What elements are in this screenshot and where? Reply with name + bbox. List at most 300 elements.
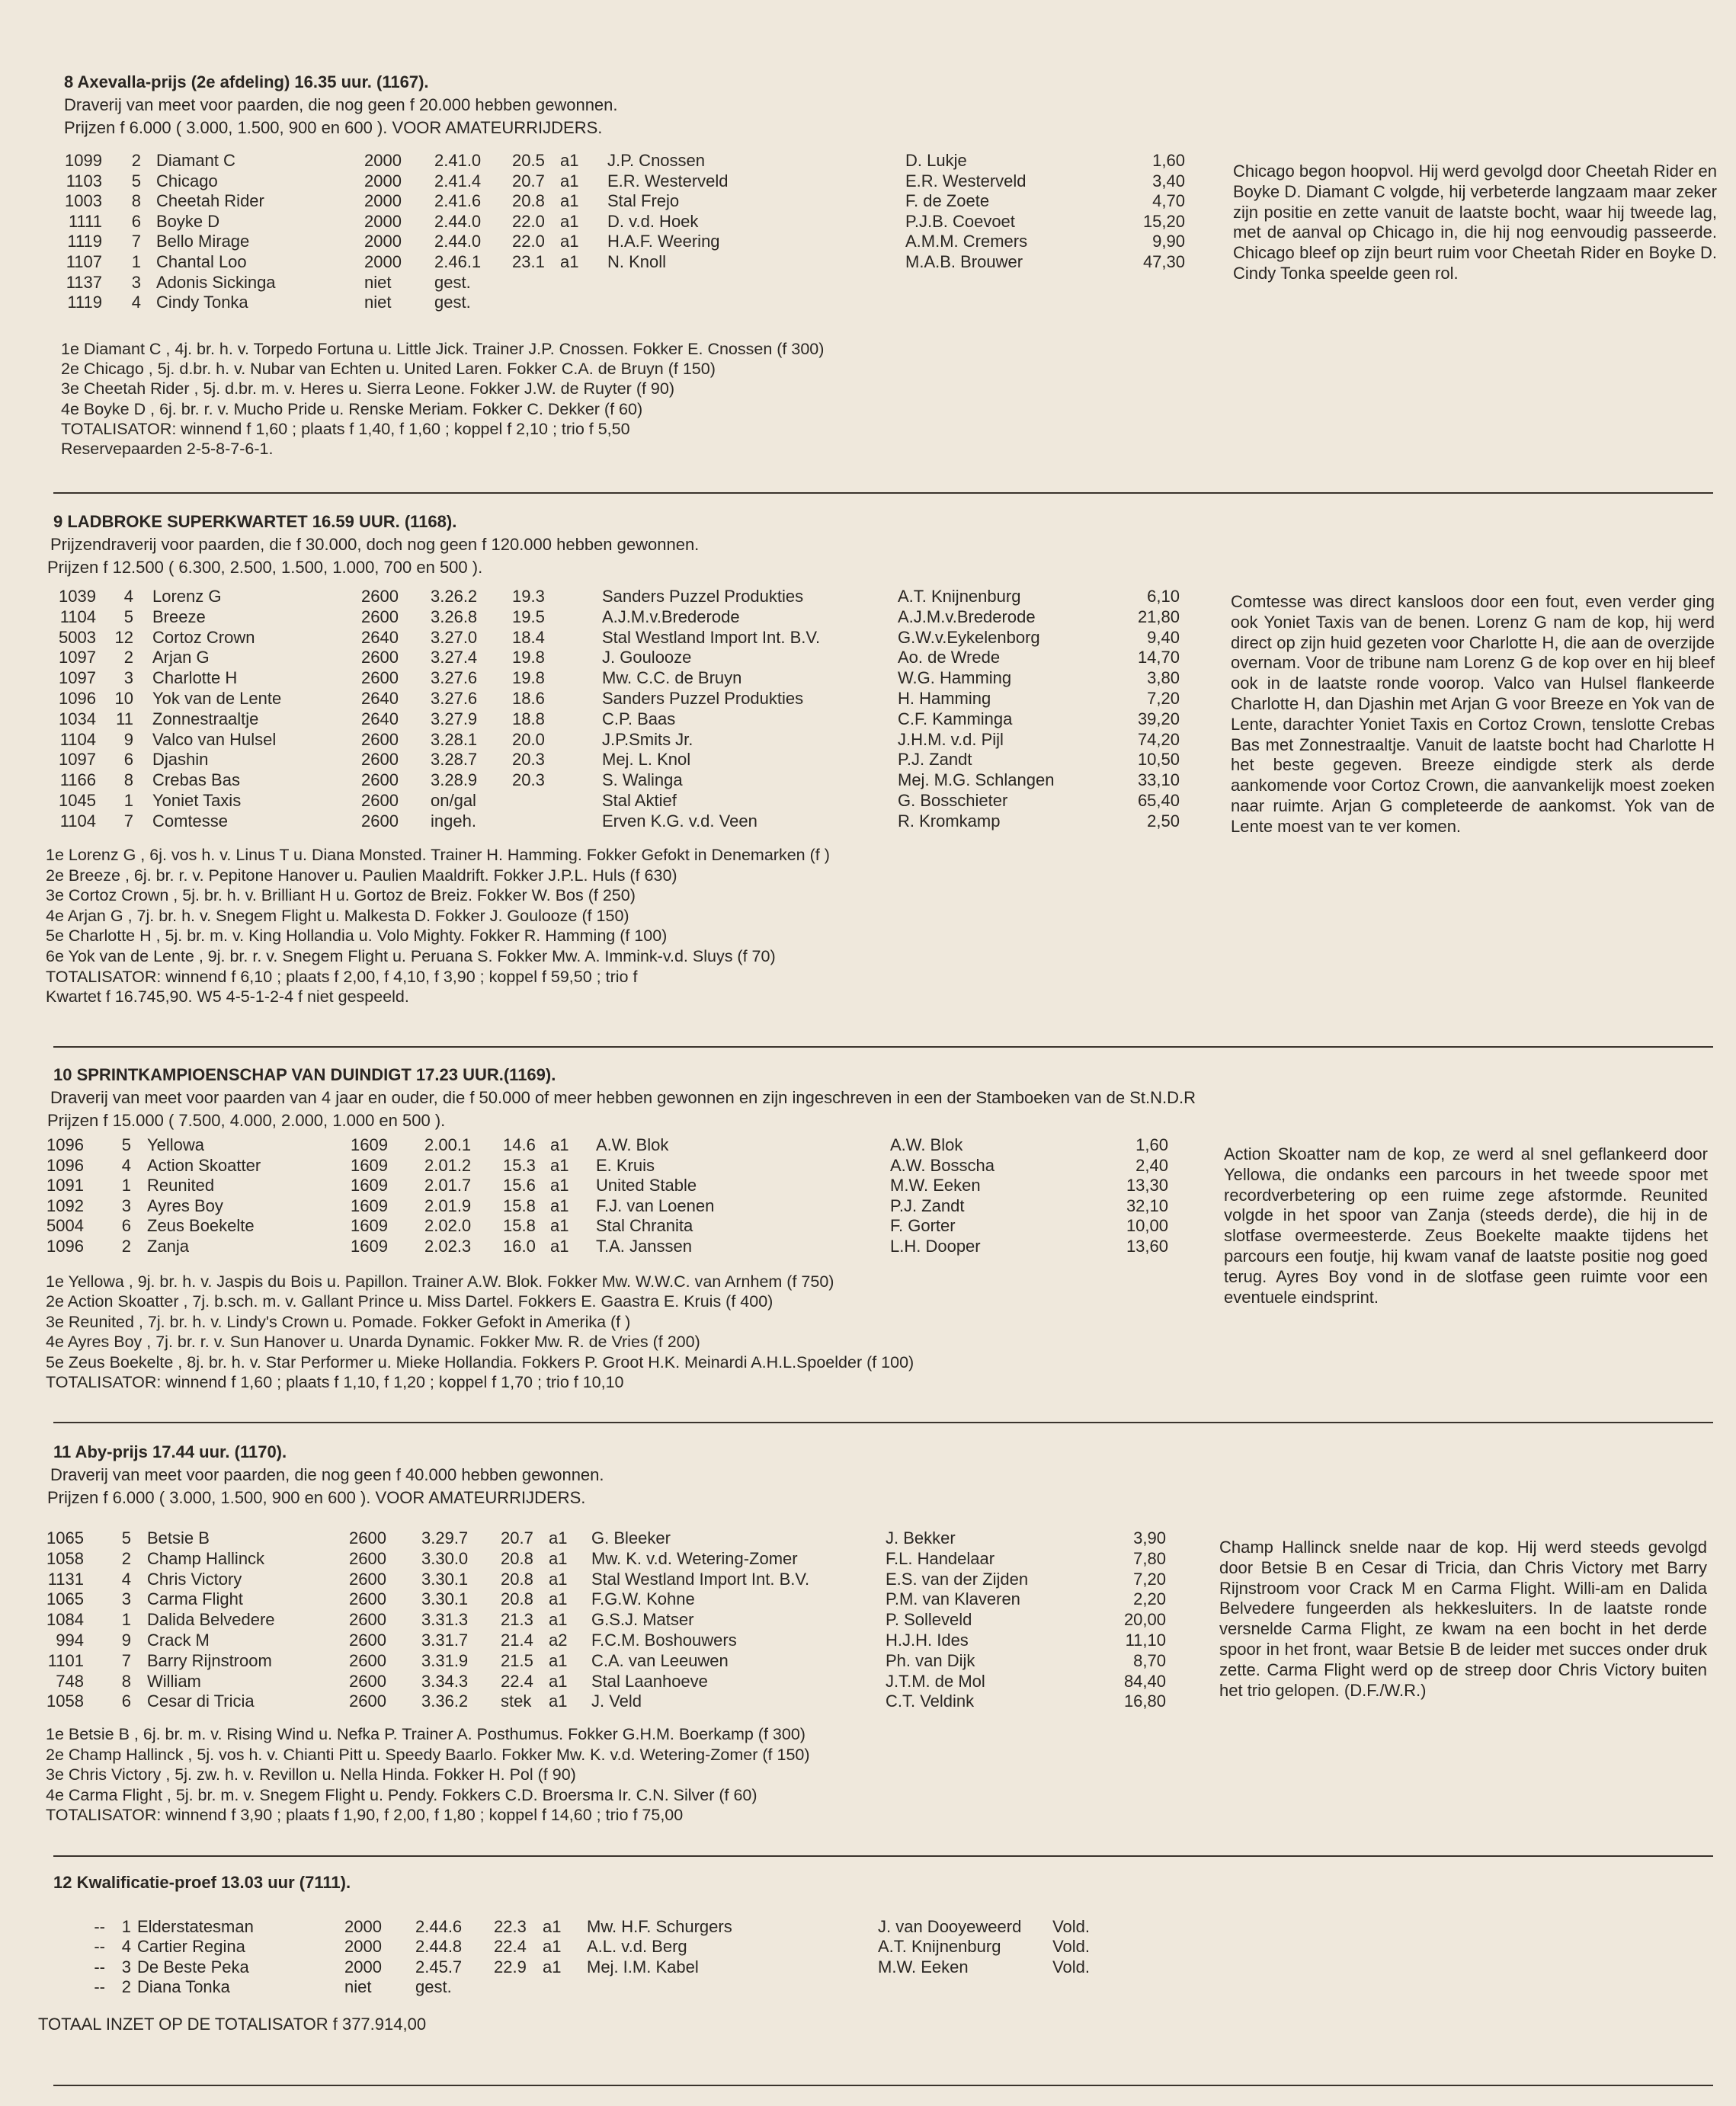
odds: 8,70 <box>1133 1650 1166 1670</box>
distance: 2600 <box>361 791 399 810</box>
entry-number: 1039 <box>59 587 96 606</box>
entry-number: 1045 <box>59 791 96 810</box>
placing-detail: Reservepaarden 2-5-8-7-6-1. <box>61 440 274 458</box>
odds: 3,80 <box>1147 668 1180 688</box>
race-time: gest. <box>434 293 471 312</box>
distance: 2000 <box>364 151 402 170</box>
horse-name: Lorenz G <box>152 587 222 606</box>
owner: Stal Aktief <box>602 791 677 810</box>
driver: C.T. Veldink <box>886 1692 975 1711</box>
owner: Stal Westland Import Int. B.V. <box>602 627 821 647</box>
entry-number: 1107 <box>66 252 102 271</box>
start-number: 10 <box>114 689 133 708</box>
odds: 7,20 <box>1147 689 1180 708</box>
odds: 47,30 <box>1142 252 1185 271</box>
race-time: 3.26.8 <box>431 607 478 626</box>
km-time: 19.5 <box>512 607 545 626</box>
placing-detail: 2e Champ Hallinck , 5j. vos h. v. Chianti Pitt u. Speedy Baarlo. Fokker Mw. K. v.d. Wetering-Zomer (f 150) <box>46 1745 810 1764</box>
entry-number: 1099 <box>65 151 102 170</box>
placing-detail: 1e Betsie B , 6j. br. m. v. Rising Wind u. Nefka P. Trainer A. Posthumus. Fokker G.H.M. Boerkamp (f 300) <box>46 1725 806 1743</box>
distance: 2600 <box>349 1569 386 1589</box>
result-row <box>0 293 1736 313</box>
owner: Erven K.G. v.d. Veen <box>602 811 757 831</box>
distance: 2000 <box>364 232 402 251</box>
distance: 2600 <box>349 1589 386 1609</box>
distance: niet <box>364 272 392 292</box>
owner: G. Bleeker <box>591 1528 671 1547</box>
placing-detail: 3e Chris Victory , 5j. zw. h. v. Revillon u. Nella Hinda. Fokker H. Pol (f 90) <box>46 1765 576 1784</box>
horse-name: Bello Mirage <box>156 232 250 251</box>
race-time: on/gal <box>431 791 476 810</box>
race-time: 2.45.7 <box>415 1957 463 1976</box>
start-number: 3 <box>131 272 141 292</box>
category: a1 <box>543 1957 562 1976</box>
driver: P. Solleveld <box>886 1610 972 1630</box>
start-number: 2 <box>123 648 133 667</box>
entry-number: 1058 <box>46 1692 84 1711</box>
distance: 2000 <box>364 211 402 231</box>
start-number: 1 <box>121 1176 131 1195</box>
km-time: stek <box>501 1692 532 1711</box>
start-number: 6 <box>121 1216 131 1236</box>
start-number: 7 <box>131 232 141 251</box>
race-time: gest. <box>415 1977 452 1997</box>
placing-detail: 4e Carma Flight , 5j. br. m. v. Snegem Flight u. Pendy. Fokkers C.D. Broersma Ir. C.N. Silver (f 60) <box>46 1785 757 1804</box>
entry-number: -- <box>94 1957 105 1976</box>
odds: 1,60 <box>1135 1135 1168 1154</box>
driver: L.H. Dooper <box>890 1237 981 1256</box>
result-row <box>0 1957 1736 1978</box>
km-time: 20.0 <box>512 729 545 749</box>
driver: E.R. Westerveld <box>905 171 1027 190</box>
distance: 2600 <box>349 1631 386 1650</box>
km-time: 20.3 <box>512 770 545 790</box>
horse-name: Chantal Loo <box>156 252 247 271</box>
entry-number: 1103 <box>66 171 102 190</box>
driver: Ao. de Wrede <box>898 648 1001 667</box>
start-number: 11 <box>116 709 133 728</box>
placing-detail: 3e Reunited , 7j. br. h. v. Lindy's Crown u. Pomade. Fokker Gefokt in Amerika (f ) <box>46 1312 631 1331</box>
placing-detail: 4e Boyke D , 6j. br. r. v. Mucho Pride u. Renske Meriam. Fokker C. Dekker (f 60) <box>61 399 643 418</box>
race-title: 9 LADBROKE SUPERKWARTET 16.59 UUR. (1168). <box>53 512 457 531</box>
driver: Mej. M.G. Schlangen <box>898 770 1055 790</box>
category: a1 <box>549 1610 568 1630</box>
race-time: 2.46.1 <box>434 252 482 271</box>
horse-name: Chris Victory <box>147 1569 242 1589</box>
distance: 2600 <box>349 1650 386 1670</box>
distance: 2600 <box>349 1548 386 1568</box>
distance: 2600 <box>361 668 399 688</box>
placing-detail: 3e Cortoz Crown , 5j. br. h. v. Brilliant H u. Gortoz de Breiz. Fokker W. Bos (f 250) <box>46 886 636 905</box>
race-time: gest. <box>434 272 471 292</box>
odds: 14,70 <box>1137 648 1180 667</box>
odds: 2,50 <box>1147 811 1180 831</box>
race-prizes: Prijzen f 6.000 ( 3.000, 1.500, 900 en 600 ). VOOR AMATEURRIJDERS. <box>47 1488 586 1507</box>
owner: United Stable <box>596 1176 697 1195</box>
race-time: ingeh. <box>431 811 476 831</box>
horse-name: Betsie B <box>147 1528 210 1547</box>
odds: 7,80 <box>1133 1548 1166 1568</box>
entry-number: 1034 <box>59 709 96 728</box>
category: a1 <box>560 191 579 211</box>
owner: Mw. K. v.d. Wetering-Zomer <box>591 1548 798 1568</box>
odds: Vold. <box>1052 1957 1090 1976</box>
horse-name: Zeus Boekelte <box>147 1216 255 1236</box>
odds: 9,40 <box>1147 627 1180 647</box>
odds: 15,20 <box>1142 211 1185 231</box>
entry-number: 1104 <box>59 607 96 626</box>
odds: Vold. <box>1052 1937 1090 1957</box>
owner: H.A.F. Weering <box>607 232 720 251</box>
entry-number: 1096 <box>46 1237 84 1256</box>
driver: G.W.v.Eykelenborg <box>898 627 1040 647</box>
horse-name: Arjan G <box>152 648 210 667</box>
horse-name: Zanja <box>147 1237 190 1256</box>
km-time: 20.3 <box>512 750 545 770</box>
horse-name: Elderstatesman <box>137 1917 254 1936</box>
horse-name: Cindy Tonka <box>156 293 248 312</box>
entry-number: 1104 <box>59 729 96 749</box>
odds: 1,60 <box>1152 151 1185 170</box>
owner: Stal Chranita <box>596 1216 693 1236</box>
km-time: 22.0 <box>512 232 545 251</box>
horse-name: Cortoz Crown <box>152 627 255 647</box>
race-time: 3.27.4 <box>431 648 478 667</box>
placing-detail: TOTALISATOR: winnend f 6,10 ; plaats f 2,00, f 4,10, f 3,90 ; koppel f 59,50 ; trio f <box>46 967 638 986</box>
entry-number: -- <box>94 1977 105 1997</box>
start-number: 5 <box>121 1528 131 1547</box>
driver: C.F. Kamminga <box>898 709 1013 728</box>
start-number: 4 <box>121 1155 131 1175</box>
total-stakes: TOTAAL INZET OP DE TOTALISATOR f 377.914,00 <box>38 2015 427 2034</box>
race-prizes: Prijzen f 6.000 ( 3.000, 1.500, 900 en 600 ). VOOR AMATEURRIJDERS. <box>64 118 603 137</box>
category: a1 <box>550 1176 569 1195</box>
odds: 65,40 <box>1137 791 1180 810</box>
placing-detail: 1e Yellowa , 9j. br. h. v. Jaspis du Bois u. Papillon. Trainer A.W. Blok. Fokker Mw. W.W.C. van Arnhem (f 750) <box>46 1272 834 1291</box>
start-number: 2 <box>121 1237 131 1256</box>
race-time: 3.36.2 <box>421 1692 469 1711</box>
distance: 2600 <box>349 1610 386 1630</box>
race-time: 2.44.8 <box>415 1937 463 1957</box>
entry-number: 1058 <box>46 1548 84 1568</box>
km-time: 21.5 <box>501 1650 533 1670</box>
category: a2 <box>549 1631 568 1650</box>
race-time: 3.28.7 <box>431 750 478 770</box>
race-time: 3.31.9 <box>421 1650 469 1670</box>
section-divider <box>53 2085 1713 2086</box>
driver: J.H.M. v.d. Pijl <box>898 729 1004 749</box>
placing-detail: 4e Ayres Boy , 7j. br. r. v. Sun Hanover u. Unarda Dynamic. Fokker Mw. R. de Vries (f 200) <box>46 1333 700 1352</box>
km-time: 19.3 <box>512 587 545 606</box>
driver: A.T. Knijnenburg <box>898 587 1021 606</box>
owner: F.G.W. Kohne <box>591 1589 695 1609</box>
horse-name: Action Skoatter <box>147 1155 261 1175</box>
category: a1 <box>550 1195 569 1215</box>
distance: 2600 <box>349 1528 386 1547</box>
entry-number: 1119 <box>67 293 102 312</box>
driver: P.M. van Klaveren <box>886 1589 1020 1609</box>
distance: 2600 <box>361 607 399 626</box>
race-time: 2.44.6 <box>415 1917 463 1936</box>
category: a1 <box>549 1528 568 1547</box>
driver: F. de Zoete <box>905 191 990 211</box>
start-number: 7 <box>123 811 133 831</box>
distance: 1609 <box>351 1155 388 1175</box>
horse-name: Yoniet Taxis <box>152 791 242 810</box>
km-time: 15.3 <box>503 1155 536 1175</box>
placing-detail: 2e Breeze , 6j. br. r. v. Pepitone Hanover u. Paulien Maaldrift. Fokker J.P.L. Huls (f 630) <box>46 866 677 885</box>
owner: Mej. L. Knol <box>602 750 691 770</box>
race-time: 2.01.2 <box>424 1155 472 1175</box>
distance: 2600 <box>361 648 399 667</box>
horse-name: Yellowa <box>147 1135 205 1154</box>
distance: 1609 <box>351 1195 388 1215</box>
entry-number: 1131 <box>47 1569 84 1589</box>
km-time: 20.8 <box>501 1569 533 1589</box>
start-number: 1 <box>121 1917 131 1936</box>
start-number: 9 <box>121 1631 131 1650</box>
race-time: 2.01.7 <box>424 1176 472 1195</box>
race-title: 10 SPRINTKAMPIOENSCHAP VAN DUINDIGT 17.23 UUR.(1169). <box>53 1065 556 1084</box>
category: a1 <box>560 211 579 231</box>
owner: F.C.M. Boshouwers <box>591 1631 737 1650</box>
race-time: 3.29.7 <box>421 1528 469 1547</box>
category: a1 <box>549 1671 568 1691</box>
entry-number: 1096 <box>59 689 96 708</box>
race-time: 2.41.0 <box>434 151 482 170</box>
odds: 74,20 <box>1137 729 1180 749</box>
driver: A.T. Knijnenburg <box>878 1937 1001 1957</box>
start-number: 2 <box>121 1548 131 1568</box>
odds: 13,60 <box>1126 1237 1168 1256</box>
odds: 3,40 <box>1152 171 1185 190</box>
category: a1 <box>549 1692 568 1711</box>
entry-number: 5003 <box>59 627 96 647</box>
category: a1 <box>560 232 579 251</box>
owner: J. Goulooze <box>602 648 692 667</box>
horse-name: Valco van Hulsel <box>152 729 277 749</box>
owner: Stal Westland Import Int. B.V. <box>591 1569 810 1589</box>
race-time: 3.30.1 <box>421 1589 469 1609</box>
owner: Sanders Puzzel Produkties <box>602 689 804 708</box>
start-number: 8 <box>123 770 133 790</box>
km-time: 15.8 <box>503 1216 536 1236</box>
entry-number: 1096 <box>46 1155 84 1175</box>
category: a1 <box>549 1589 568 1609</box>
odds: 16,80 <box>1123 1692 1166 1711</box>
category: a1 <box>550 1216 569 1236</box>
category: a1 <box>560 171 579 190</box>
start-number: 3 <box>121 1957 131 1976</box>
km-time: 20.7 <box>512 171 545 190</box>
start-number: 8 <box>121 1671 131 1691</box>
entry-number: 1104 <box>59 811 96 831</box>
start-number: 3 <box>121 1195 131 1215</box>
race-prizes: Prijzen f 15.000 ( 7.500, 4.000, 2.000, 1.000 en 500 ). <box>47 1111 446 1130</box>
entry-number: 1084 <box>46 1610 84 1630</box>
start-number: 2 <box>131 151 141 170</box>
driver: D. Lukje <box>905 151 967 170</box>
horse-name: William <box>147 1671 201 1691</box>
driver: H. Hamming <box>898 689 991 708</box>
start-number: 5 <box>131 171 141 190</box>
distance: 2600 <box>361 770 399 790</box>
owner: J.P. Cnossen <box>607 151 706 170</box>
km-time: 22.4 <box>494 1937 527 1957</box>
distance: 2000 <box>364 252 402 271</box>
section-divider <box>53 1855 1713 1857</box>
race-time: 3.27.9 <box>431 709 478 728</box>
start-number: 5 <box>123 607 133 626</box>
distance: 2640 <box>361 709 399 728</box>
race-time: 2.02.3 <box>424 1237 472 1256</box>
driver: Ph. van Dijk <box>886 1650 975 1670</box>
owner: E. Kruis <box>596 1155 655 1175</box>
distance: 2600 <box>361 729 399 749</box>
race-time: 3.26.2 <box>431 587 478 606</box>
driver: J.T.M. de Mol <box>886 1671 985 1691</box>
odds: 11,10 <box>1125 1631 1166 1650</box>
start-number: 6 <box>123 750 133 770</box>
entry-number: 1137 <box>66 272 102 292</box>
horse-name: Barry Rijnstroom <box>147 1650 272 1670</box>
driver: J. van Dooyeweerd <box>878 1917 1022 1936</box>
driver: M.W. Eeken <box>878 1957 969 1976</box>
owner: A.L. v.d. Berg <box>587 1937 687 1957</box>
km-time: 21.3 <box>501 1610 533 1630</box>
category: a1 <box>543 1937 562 1957</box>
horse-name: Crack M <box>147 1631 210 1650</box>
odds: 3,90 <box>1133 1528 1166 1547</box>
km-time: 15.8 <box>503 1195 536 1215</box>
driver: G. Bosschieter <box>898 791 1008 810</box>
start-number: 5 <box>121 1135 131 1154</box>
km-time: 20.8 <box>501 1589 533 1609</box>
distance: 1609 <box>351 1135 388 1154</box>
start-number: 4 <box>123 587 133 606</box>
horse-name: Zonnestraaltje <box>152 709 259 728</box>
placing-detail: 5e Charlotte H , 5j. br. m. v. King Hollandia u. Volo Mighty. Fokker R. Hamming (f 100) <box>46 927 668 946</box>
owner: F.J. van Loenen <box>596 1195 715 1215</box>
entry-number: 1119 <box>67 232 102 251</box>
odds: 21,80 <box>1137 607 1180 626</box>
odds: Vold. <box>1052 1917 1090 1936</box>
category: a1 <box>550 1237 569 1256</box>
race-comment: Comtesse was direct kansloos door een fout, even verder ging ook Yoniet Taxis van de benen. Lorenz G nam de kop, hij werd direct op zijn huid gezeten voor Charlotte H, die aan de overzijde overnam. Voor de tribune nam Lorenz G de kop over en hij bleef ook in de laatste ronde voorop. Valco van Hulsel flankeerde Charlotte H, dan Djashin met Arjan G voor Breeze en Yok van de Lente, darachter Yoniet Taxis en Cortoz Crown, tenslotte Crebas Bas met Zonnestraaltje. Vanuit de laatste bocht had Charlotte H het beste gegeven. Breeze eindigde sterk als derde aankomende voor Cortoz Crown, die aanvankelijk moest zoeken naar ruimte. Arjan G completeerde de aankomst. Yok van de Lente moest van te ver komen. <box>1231 592 1715 836</box>
distance: 2000 <box>344 1957 382 1976</box>
race-conditions: Draverij van meet voor paarden, die nog geen f 40.000 hebben gewonnen. <box>50 1465 604 1484</box>
start-number: 4 <box>131 293 141 312</box>
distance: 2600 <box>361 811 399 831</box>
km-time: 14.6 <box>503 1135 536 1154</box>
race-conditions: Draverij van meet voor paarden, die nog geen f 20.000 hebben gewonnen. <box>64 95 618 114</box>
category: a1 <box>549 1569 568 1589</box>
placing-detail: 2e Chicago , 5j. d.br. h. v. Nubar van Echten u. United Laren. Fokker C.A. de Bruyn (f 150) <box>61 360 716 379</box>
odds: 32,10 <box>1126 1195 1168 1215</box>
race-conditions: Prijzendraverij voor paarden, die f 30.000, doch nog geen f 120.000 hebben gewonnen. <box>50 535 700 554</box>
category: a1 <box>550 1155 569 1175</box>
race-time: 2.41.6 <box>434 191 482 211</box>
odds: 13,30 <box>1126 1176 1168 1195</box>
horse-name: Cheetah Rider <box>156 191 264 211</box>
owner: J.P.Smits Jr. <box>602 729 693 749</box>
race-time: 2.44.0 <box>434 232 482 251</box>
horse-name: Adonis Sickinga <box>156 272 276 292</box>
owner: Mw. H.F. Schurgers <box>587 1917 732 1936</box>
owner: A.J.M.v.Brederode <box>602 607 740 626</box>
distance: 1609 <box>351 1237 388 1256</box>
owner: D. v.d. Hoek <box>607 211 699 231</box>
distance: 2640 <box>361 689 399 708</box>
distance: 2000 <box>364 191 402 211</box>
driver: F.L. Handelaar <box>886 1548 995 1568</box>
km-time: 21.4 <box>501 1631 533 1650</box>
distance: 2600 <box>361 587 399 606</box>
placing-detail: 3e Cheetah Rider , 5j. d.br. m. v. Heres u. Sierra Leone. Fokker J.W. de Ruyter (f 90) <box>61 379 675 398</box>
distance: 2600 <box>349 1692 386 1711</box>
km-time: 20.7 <box>501 1528 533 1547</box>
km-time: 22.9 <box>494 1957 527 1976</box>
start-number: 1 <box>131 252 141 271</box>
driver: A.M.M. Cremers <box>905 232 1028 251</box>
entry-number: 1097 <box>59 668 96 688</box>
result-row <box>0 1917 1736 1938</box>
driver: P.J. Zandt <box>890 1195 965 1215</box>
km-time: 22.4 <box>501 1671 533 1691</box>
horse-name: Djashin <box>152 750 209 770</box>
start-number: 9 <box>123 729 133 749</box>
start-number: 8 <box>131 191 141 211</box>
driver: A.W. Blok <box>890 1135 963 1154</box>
entry-number: 1101 <box>47 1650 84 1670</box>
odds: 10,50 <box>1137 750 1180 770</box>
entry-number: 5004 <box>46 1216 84 1236</box>
km-time: 15.6 <box>503 1176 536 1195</box>
owner: C.A. van Leeuwen <box>591 1650 729 1670</box>
placing-detail: 2e Action Skoatter , 7j. b.sch. m. v. Gallant Prince u. Miss Dartel. Fokkers E. Gaastra E. Kruis (f 400) <box>46 1292 774 1311</box>
owner: A.W. Blok <box>596 1135 669 1154</box>
driver: H.J.H. Ides <box>886 1631 969 1650</box>
entry-number: 1096 <box>46 1135 84 1154</box>
placing-detail: 6e Yok van de Lente , 9j. br. r. v. Snegem Flight u. Peruana S. Fokker Mw. A. Immink-v.d. Sluys (f 70) <box>46 947 776 965</box>
race-title: 12 Kwalificatie-proef 13.03 uur (7111). <box>53 1873 351 1892</box>
entry-number: -- <box>94 1937 105 1957</box>
category: a1 <box>550 1135 569 1154</box>
race-title: 11 Aby-prijs 17.44 uur. (1170). <box>53 1442 287 1461</box>
section-divider <box>53 1422 1713 1423</box>
horse-name: Boyke D <box>156 211 220 231</box>
section-divider <box>53 1046 1713 1048</box>
driver: P.J.B. Coevoet <box>905 211 1015 231</box>
entry-number: 1166 <box>59 770 96 790</box>
distance: 2000 <box>344 1917 382 1936</box>
owner: Mej. I.M. Kabel <box>587 1957 699 1976</box>
race-prizes: Prijzen f 12.500 ( 6.300, 2.500, 1.500, 1.000, 700 en 500 ). <box>47 558 483 577</box>
race-comment: Champ Hallinck snelde naar de kop. Hij werd steeds gevolgd door Betsie B en Cesar di Tricia, dan Chris Victory met Barry Rijnstroom voor Crack M en Carma Flight. Willi-am en Dalida Belvedere fungeerden als hekkesluiters. In de laatste ronde versnelde Carma Flight, ze kwam na een bocht in het derde spoor in het front, waar Betsie B de leider met succes onder druk zette. Carma Flight werd op de streep door Chris Victory buiten het trio gelopen. (D.F./W.R.) <box>1219 1538 1707 1700</box>
entry-number: 1111 <box>68 211 102 231</box>
race-conditions: Draverij van meet voor paarden van 4 jaar en ouder, die f 50.000 of meer hebben gewonnen en zijn ingeschreven in een der Stamboeken van de St.N.D.R <box>50 1088 1196 1107</box>
odds: 2,40 <box>1135 1155 1168 1175</box>
km-time: 18.6 <box>512 689 545 708</box>
entry-number: 1091 <box>46 1176 84 1195</box>
start-number: 1 <box>121 1610 131 1630</box>
owner: N. Knoll <box>607 252 667 271</box>
placing-detail: 4e Arjan G , 7j. br. h. v. Snegem Flight u. Malkesta D. Fokker J. Goulooze (f 150) <box>46 906 629 925</box>
start-number: 6 <box>131 211 141 231</box>
start-number: 1 <box>123 791 133 810</box>
horse-name: Champ Hallinck <box>147 1548 265 1568</box>
driver: M.A.B. Brouwer <box>905 252 1023 271</box>
